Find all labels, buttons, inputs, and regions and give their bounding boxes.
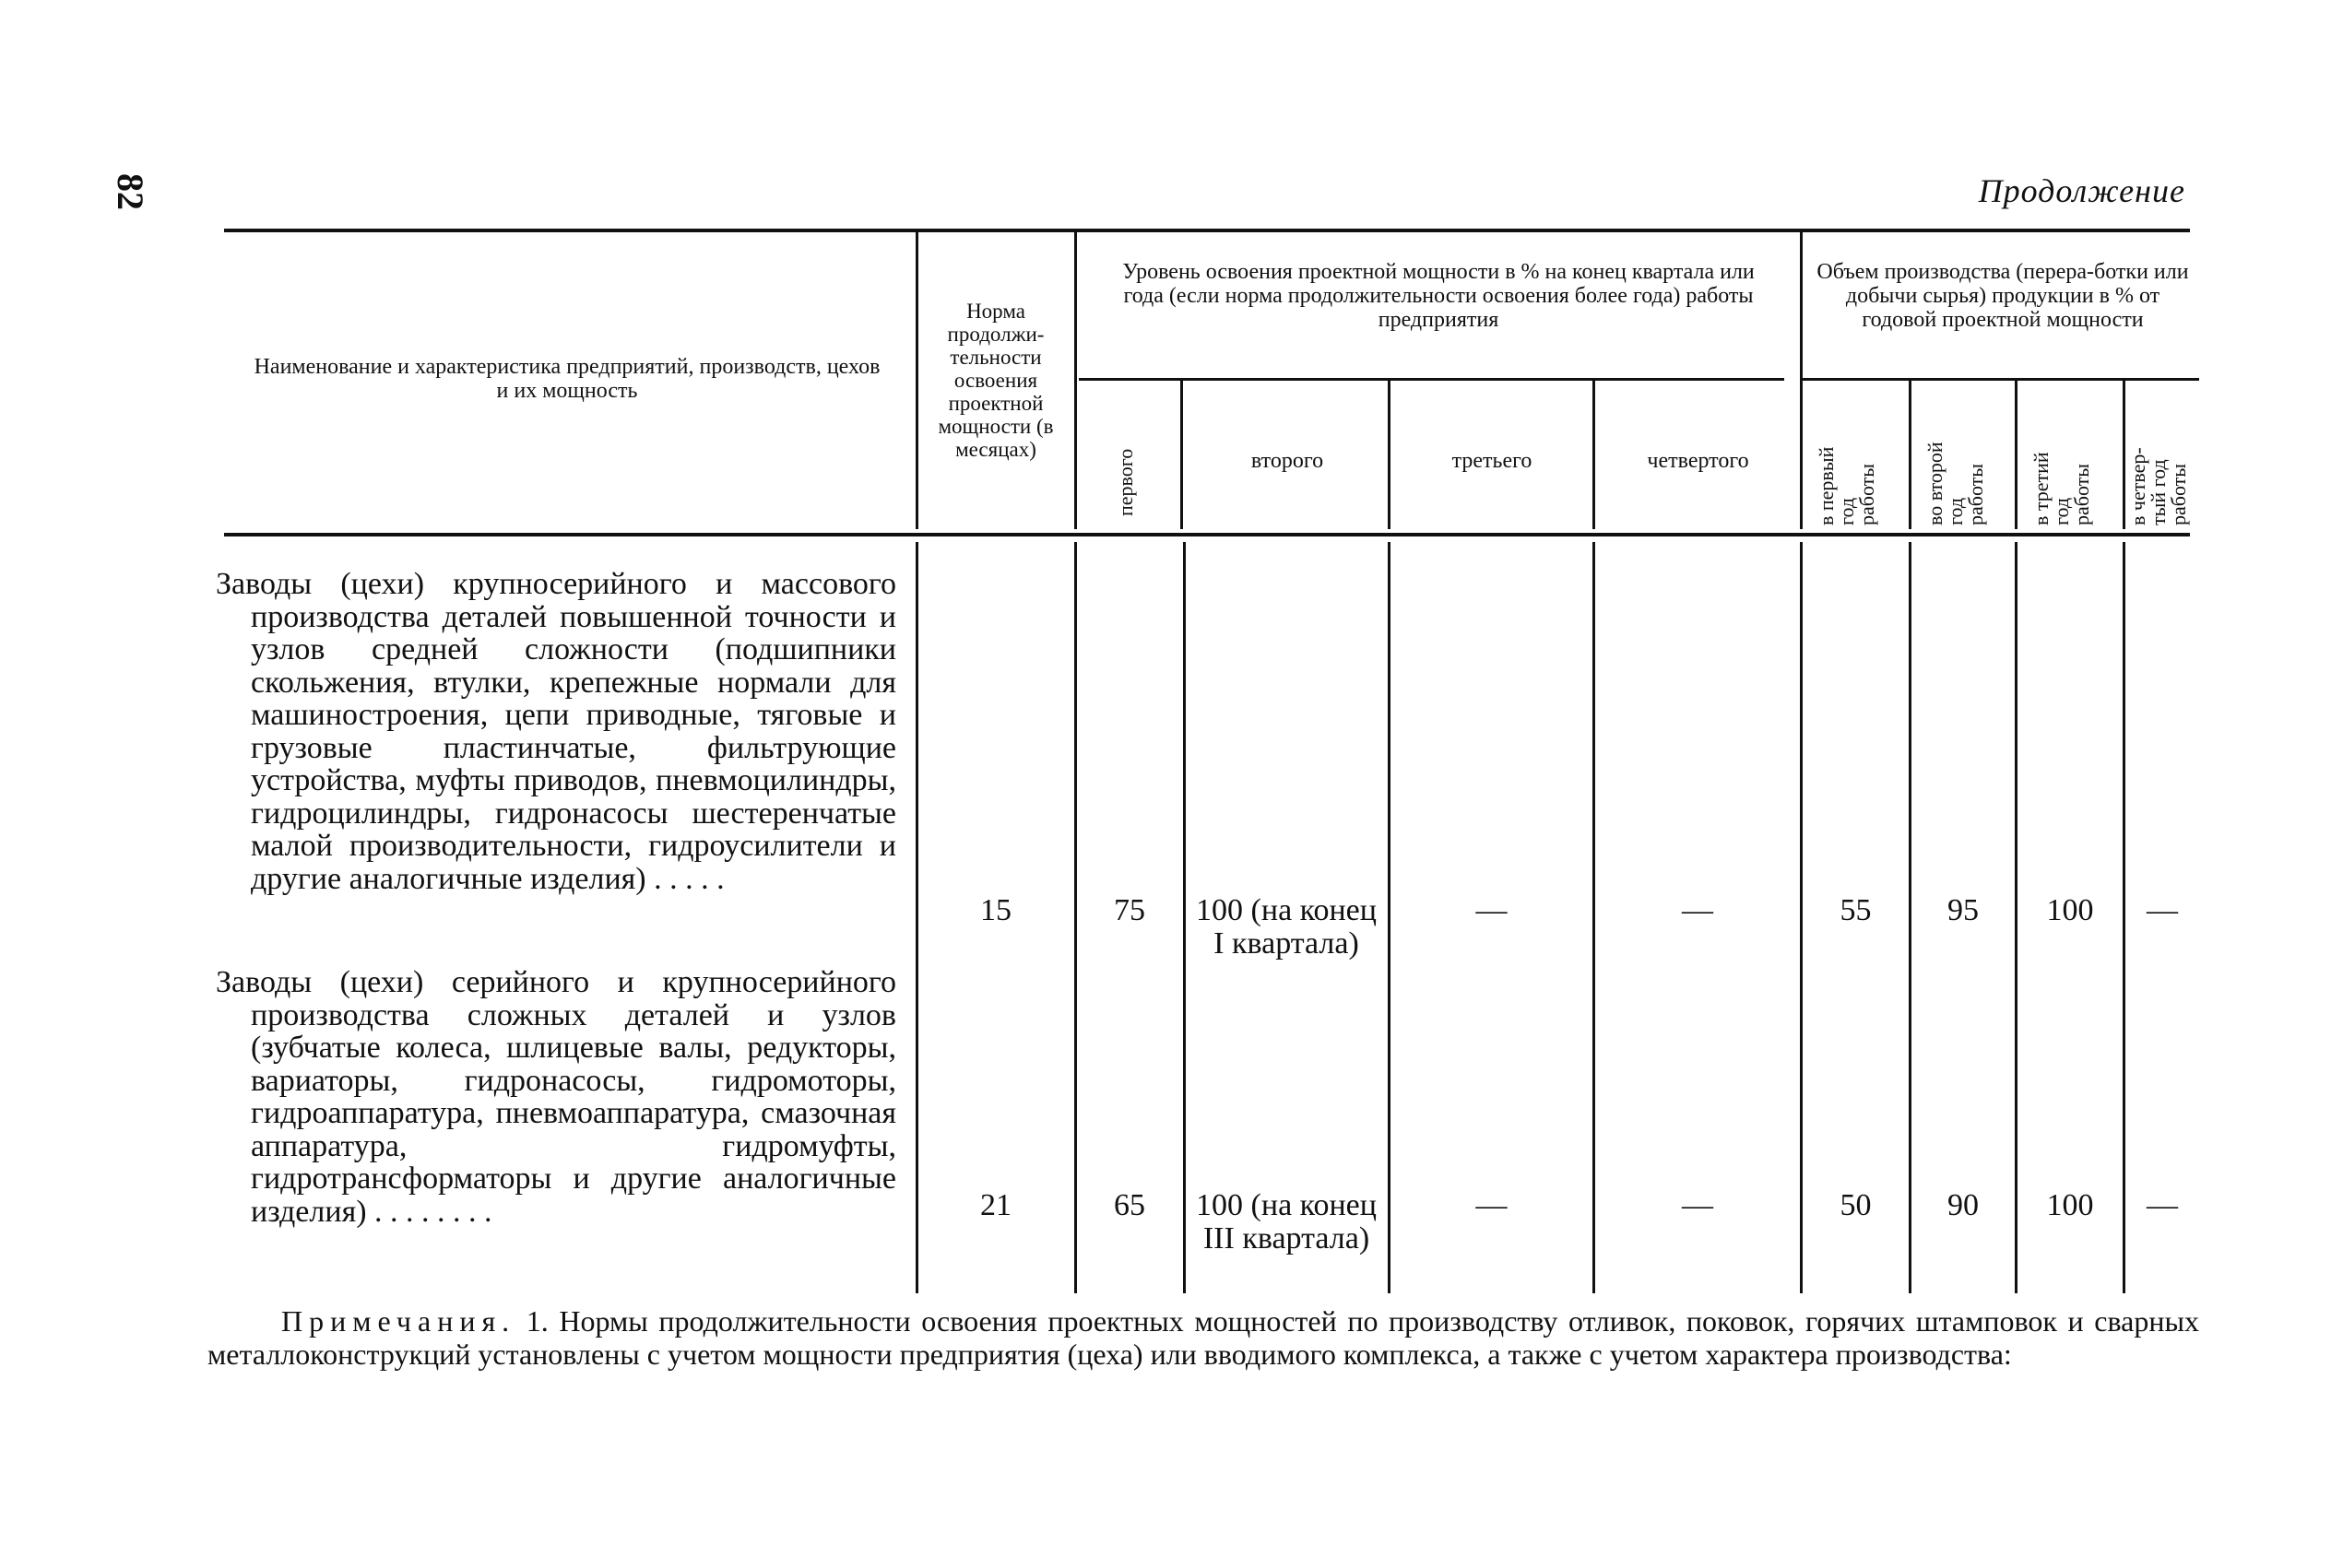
- header-level-group: Уровень освоения проектной мощности в % на конец квартала или года (если норма продолжительности освоения более года) работы предприятия: [1122, 260, 1755, 332]
- header-volume-year3: [2031, 452, 2092, 525]
- row1-year1: 55: [1840, 893, 1872, 927]
- header-volume-year3-l3: работы: [2070, 463, 2093, 525]
- row2-year1: 50: [1840, 1188, 1872, 1222]
- col-rule-first-right: [1180, 381, 1183, 529]
- col-rule-volume-left: [1800, 232, 1803, 529]
- col-rule-norm-left: [916, 232, 918, 529]
- notes-lead: Примечания.: [281, 1304, 516, 1338]
- level-group-rule: [1079, 378, 1784, 381]
- header-volume-year2-l3: работы: [1964, 463, 1987, 525]
- col-rule-year3-right: [2123, 381, 2125, 529]
- body-rule-second-left: [1183, 542, 1186, 1293]
- col-rule-year1-right: [1909, 381, 1911, 529]
- header-volume-year3-l2: год: [2050, 497, 2073, 525]
- col-rule-year2-right: [2015, 381, 2017, 529]
- page-number: 82: [110, 173, 151, 210]
- header-level-first: первого: [1114, 448, 1137, 516]
- header-volume-year4: [2128, 447, 2189, 525]
- header-norm: Норма продолжи-тельности освоения проектной мощности (в месяцах): [938, 300, 1054, 461]
- col-rule-third-right: [1592, 381, 1595, 529]
- header-volume-year2: [1925, 442, 1986, 525]
- header-volume-year1-l3: работы: [1855, 463, 1878, 525]
- row2-third: —: [1475, 1188, 1508, 1222]
- header-volume-year1: [1816, 447, 1877, 525]
- header-bottom-rule: [224, 533, 2190, 536]
- header-name: Наименование и характеристика предприятий, производств, цехов и их мощность: [254, 355, 881, 403]
- header-volume-year2-l2: год: [1944, 497, 1967, 525]
- row2-name: Заводы (цехи) серийного и крупносерийного производства сложных деталей и узлов (зубчатые колеса, шлицевые валы, редукторы, вариаторы, гидронасосы, гидромоторы, гидроаппаратура, пневмоаппаратура, смазочная аппаратура, гидромуфты, гидротрансформаторы и другие аналогичные изделия) . . . . . . . .: [216, 965, 896, 1229]
- row2-norm: 21: [980, 1188, 1012, 1222]
- col-rule-second-right: [1388, 381, 1390, 529]
- header-volume-year4-l3: работы: [2167, 463, 2190, 525]
- header-volume-year4-l2: тый год: [2147, 459, 2170, 525]
- header-volume-year1-l2: год: [1835, 497, 1858, 525]
- header-volume-group: Объем производства (перера-ботки или добычи сырья) продукции в % от годовой проектной мощности: [1816, 260, 2189, 332]
- row1-year3: 100: [2046, 893, 2094, 927]
- header-level-third: третьего: [1451, 449, 1532, 473]
- row1-fourth: —: [1682, 893, 1713, 927]
- header-volume-year1-l1: в первый: [1815, 446, 1838, 525]
- notes-paragraph: [207, 1304, 2199, 1371]
- row1-year2: 95: [1947, 893, 1979, 927]
- notes-text: 1. Нормы продолжительности освоения проектных мощностей по производству отливок, поковок, горячих штамповок и сварных металлоконструкций установлены с учетом мощности предприятия (цеха) или вводимого комплекса, а также с учетом характера производства:: [207, 1304, 2200, 1371]
- row1-norm: 15: [980, 893, 1012, 927]
- row1-second: 100 (на конец I квартала): [1196, 893, 1377, 961]
- continued-label: Продолжение: [1978, 172, 2185, 209]
- row2-first: 65: [1114, 1188, 1145, 1222]
- row2-second: 100 (на конец III квартала): [1196, 1188, 1377, 1256]
- row2-year3: 100: [2046, 1188, 2094, 1222]
- row1-year4: —: [2147, 893, 2178, 927]
- row1-first: 75: [1114, 893, 1145, 927]
- header-volume-year4-l1: в четвер-: [2126, 447, 2149, 525]
- header-volume-year3-l1: в третий: [2029, 452, 2053, 525]
- row1-third: —: [1475, 893, 1508, 927]
- volume-group-rule: [1803, 378, 2199, 381]
- table-top-rule: [224, 229, 2190, 232]
- row2-year2: 90: [1947, 1188, 1979, 1222]
- header-level-second: второго: [1250, 449, 1324, 473]
- col-rule-level-left: [1074, 232, 1077, 529]
- header-volume-year2-l1: во второй: [1923, 442, 1946, 525]
- row1-name: Заводы (цехи) крупносерийного и массового производства деталей повышенной точности и узлов средней сложности (подшипники скольжения, втулки, крепежные нормали для машиностроения, цепи приводные, тяговые и грузовые пластинчатые, фильтрующие устройства, муфты приводов, пневмоцилиндры, гидроцилиндры, гидронасосы шестеренчатые малой производительности, гидроусилители и другие аналогичные изделия) . . . . .: [216, 567, 896, 896]
- row2-year4: —: [2147, 1188, 2178, 1222]
- row2-fourth: —: [1682, 1188, 1713, 1222]
- body-rule-norm-left: [916, 542, 918, 1293]
- header-level-fourth: четвертого: [1647, 449, 1749, 473]
